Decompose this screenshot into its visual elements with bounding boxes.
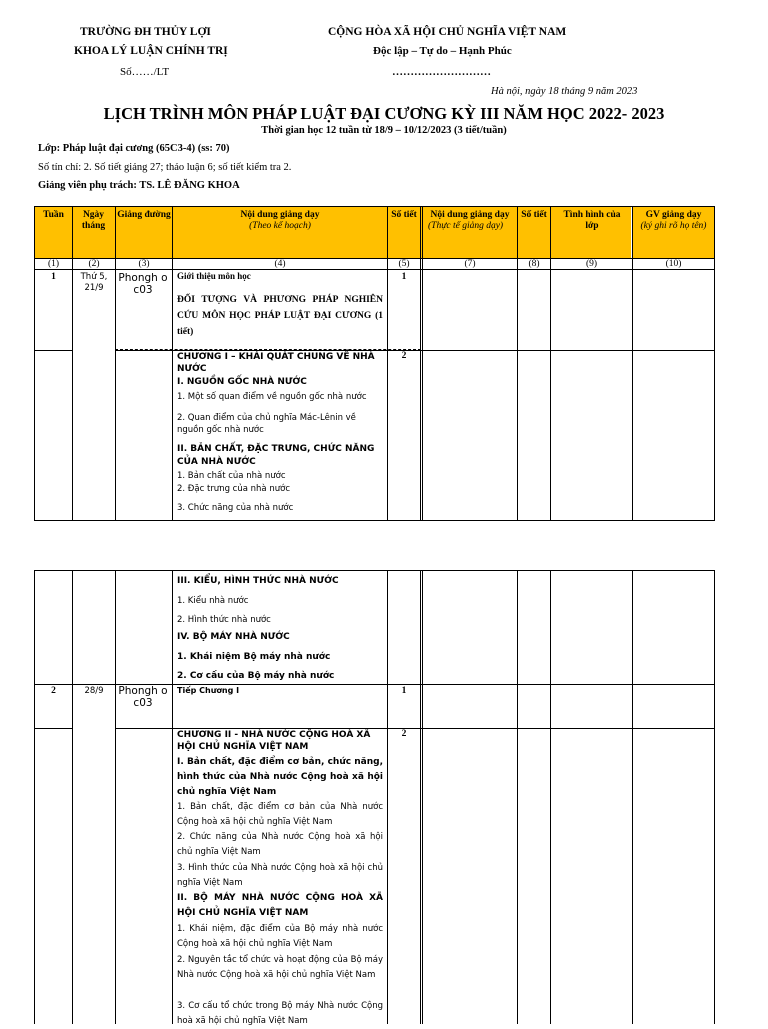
grid-line bbox=[632, 206, 633, 520]
room-name: Phongh oc03 bbox=[118, 272, 168, 296]
section-title: II. BỘ MÁY NHÀ NƯỚC CỘNG HOÀ XÃ HỘI CHỦ NGHĨA VIỆT NAM bbox=[177, 893, 383, 918]
item-text: 2. Nguyên tắc tổ chức và hoạt động của Bộ máy Nhà nước Cộng hoà xã hội chủ nghĩa Việt Nam bbox=[177, 955, 383, 980]
col-header-so-tiet: Số tiết bbox=[391, 210, 417, 220]
section-title: II. BẢN CHẤT, ĐẶC TRƯNG, CHỨC NĂNG CỦA NHÀ NƯỚC bbox=[177, 444, 375, 467]
faculty-name: KHOA LÝ LUẬN CHÍNH TRỊ bbox=[74, 45, 228, 57]
grid-line bbox=[34, 269, 715, 270]
item-text: 1. Khái niệm, đặc điểm của Bộ máy nhà nước Cộng hoà xã hội chủ nghĩa Việt Nam bbox=[177, 924, 383, 949]
grid-line bbox=[172, 206, 173, 520]
lecturer-info: Giảng viên phụ trách: TS. LÊ ĐĂNG KHOA bbox=[38, 180, 240, 191]
col-num-5: (5) bbox=[398, 259, 410, 269]
col-num-2: (2) bbox=[88, 259, 100, 269]
continue-text: Tiếp Chương I bbox=[177, 686, 240, 695]
document-number: Số……/LT bbox=[120, 66, 170, 78]
national-title: CỘNG HÒA XÃ HỘI CHỦ NGHĨA VIỆT NAM bbox=[328, 26, 567, 38]
document-title: LỊCH TRÌNH MÔN PHÁP LUẬT ĐẠI CƯƠNG KỲ III NĂM HỌC 2022- 2023 bbox=[103, 104, 665, 123]
col-num-9: (9) bbox=[585, 259, 598, 269]
item-text-bold: 1. Khái niệm Bộ máy nhà nước bbox=[177, 652, 331, 662]
document-subtitle: Thời gian học 12 tuần từ 18/9 – 10/12/2023 (3 tiết/tuần) bbox=[261, 125, 507, 136]
col-header-so-tiet-2: Số tiết bbox=[521, 210, 547, 220]
grid-line bbox=[34, 206, 35, 520]
grid-line bbox=[550, 570, 551, 1024]
dotted-line: ……………………… bbox=[392, 66, 491, 78]
topic-title: ĐỐI TƯỢNG VÀ PHƯƠNG PHÁP NGHIÊN CỨU MÔN HỌC PHÁP LUẬT ĐẠI CƯƠNG (1 tiết) bbox=[177, 295, 383, 337]
grid-line bbox=[34, 570, 715, 571]
col-num-8: (8) bbox=[528, 259, 540, 269]
item-text: 1. Bản chất, đặc điểm cơ bản của Nhà nước Cộng hoà xã hội chủ nghĩa Việt Nam bbox=[177, 802, 383, 827]
col-num-1: (1) bbox=[47, 259, 60, 269]
grid-line bbox=[714, 206, 715, 520]
grid-line bbox=[34, 206, 715, 207]
col-num-3: (3) bbox=[138, 259, 150, 269]
item-text-bold: 2. Cơ cấu của Bộ máy nhà nước bbox=[177, 671, 335, 681]
tiet-count: 1 bbox=[401, 272, 407, 282]
grid-line bbox=[72, 206, 73, 520]
grid-line bbox=[517, 206, 518, 520]
col-header-noi-dung-note: (Theo kế hoạch) bbox=[249, 221, 311, 231]
university-name: TRƯỜNG ĐH THỦY LỢI bbox=[80, 26, 211, 38]
tiet-count: 2 bbox=[401, 729, 407, 739]
class-info: Lớp: Pháp luật đại cương (65C3-4) (ss: 70) bbox=[38, 143, 230, 154]
col-header-tinh-hinh: Tình hình của lớp bbox=[563, 210, 621, 231]
grid-line bbox=[172, 570, 173, 1024]
grid-line bbox=[34, 728, 72, 729]
grid-line bbox=[34, 570, 35, 1024]
section-title: I. NGUỒN GỐC NHÀ NƯỚC bbox=[177, 377, 307, 387]
item-text: 1. Bản chất của nhà nước bbox=[177, 471, 286, 481]
grid-line bbox=[420, 206, 421, 520]
grid-line bbox=[72, 570, 73, 1024]
grid-line bbox=[115, 570, 116, 1024]
grid-line bbox=[420, 570, 421, 1024]
grid-line bbox=[387, 206, 388, 520]
item-text: 3. Hình thức của Nhà nước Cộng hoà xã hội chủ nghĩa Việt Nam bbox=[177, 863, 383, 888]
col-header-giang-duong: Giảng đường bbox=[117, 210, 171, 220]
item-text: 1. Kiểu nhà nước bbox=[177, 596, 249, 606]
chapter-title: CHƯƠNG I – KHÁI QUÁT CHUNG VỀ NHÀ NƯỚC bbox=[177, 352, 375, 374]
item-text: 3. Chức năng của nhà nước bbox=[177, 503, 294, 513]
col-header-ngay: Ngày tháng bbox=[81, 210, 106, 231]
dashed-line bbox=[115, 349, 421, 350]
item-text: 1. Một số quan điểm về nguồn gốc nhà nước bbox=[177, 392, 367, 402]
col-header-tuan: Tuần bbox=[43, 210, 64, 220]
grid-line bbox=[632, 570, 633, 1024]
item-text: 2. Hình thức nhà nước bbox=[177, 615, 271, 625]
chapter-title: CHƯƠNG II - NHÀ NƯỚC CỘNG HOÀ XÃ HỘI CHỦ NGHĨA VIỆT NAM bbox=[177, 730, 371, 752]
col-header-gv: GV giảng dạy bbox=[645, 210, 702, 220]
section-title: III. KIỂU, HÌNH THỨC NHÀ NƯỚC bbox=[177, 576, 339, 586]
document-date: Hà nội, ngày 18 tháng 9 năm 2023 bbox=[491, 86, 638, 97]
tiet-count: 2 bbox=[401, 351, 407, 361]
grid-line bbox=[422, 206, 423, 520]
grid-line bbox=[550, 206, 551, 520]
week-number: 1 bbox=[51, 272, 56, 282]
grid-line bbox=[387, 570, 388, 1024]
col-header-thuc-te-note: (Thực tế giảng dạy) bbox=[428, 221, 504, 231]
section-title: I. Bản chất, đặc điểm cơ bản, chức năng, hình thức của Nhà nước Cộng hoà xã hội chủ nghĩa Việt Nam bbox=[177, 757, 383, 797]
week-date: 28/9 bbox=[84, 686, 104, 696]
week-date: Thứ 5, 21/9 bbox=[80, 272, 108, 293]
col-num-4: (4) bbox=[274, 259, 286, 269]
room-name: Phongh oc03 bbox=[118, 685, 168, 709]
section-title: IV. BỘ MÁY NHÀ NƯỚC bbox=[177, 632, 290, 642]
national-motto: Độc lập – Tự do – Hạnh Phúc bbox=[373, 45, 512, 57]
grid-line bbox=[422, 570, 423, 1024]
item-text: 3. Cơ cấu tổ chức trong Bộ máy Nhà nước Cộng hoà xã hội chủ nghĩa Việt Nam bbox=[177, 1001, 383, 1026]
col-num-7: (7) bbox=[464, 259, 476, 269]
grid-line bbox=[714, 570, 715, 1024]
credit-info: Số tín chỉ: 2. Số tiết giảng 27; thảo luận 6; số tiết kiểm tra 2. bbox=[38, 162, 292, 173]
item-text: 2. Đặc trưng của nhà nước bbox=[177, 484, 290, 494]
item-text: 2. Chức năng của Nhà nước Cộng hoà xã hội chủ nghĩa Việt Nam bbox=[177, 832, 383, 857]
col-num-10: (10) bbox=[665, 259, 682, 269]
tiet-count: 1 bbox=[401, 686, 407, 696]
col-header-noi-dung-thuc-te: Nội dung giảng dạy bbox=[430, 210, 510, 220]
week-number: 2 bbox=[51, 686, 56, 696]
col-header-gv-note: (ký ghi rõ họ tên) bbox=[640, 221, 707, 231]
grid-line bbox=[115, 206, 116, 520]
col-header-noi-dung: Nội dung giảng dạy bbox=[240, 210, 320, 220]
intro-text: Giới thiệu môn học bbox=[177, 271, 251, 281]
grid-line bbox=[517, 570, 518, 1024]
grid-line bbox=[34, 350, 72, 351]
item-text: 2. Quan điểm của chủ nghĩa Mác-Lênin về nguồn gốc nhà nước bbox=[177, 413, 356, 435]
grid-line bbox=[34, 520, 715, 521]
